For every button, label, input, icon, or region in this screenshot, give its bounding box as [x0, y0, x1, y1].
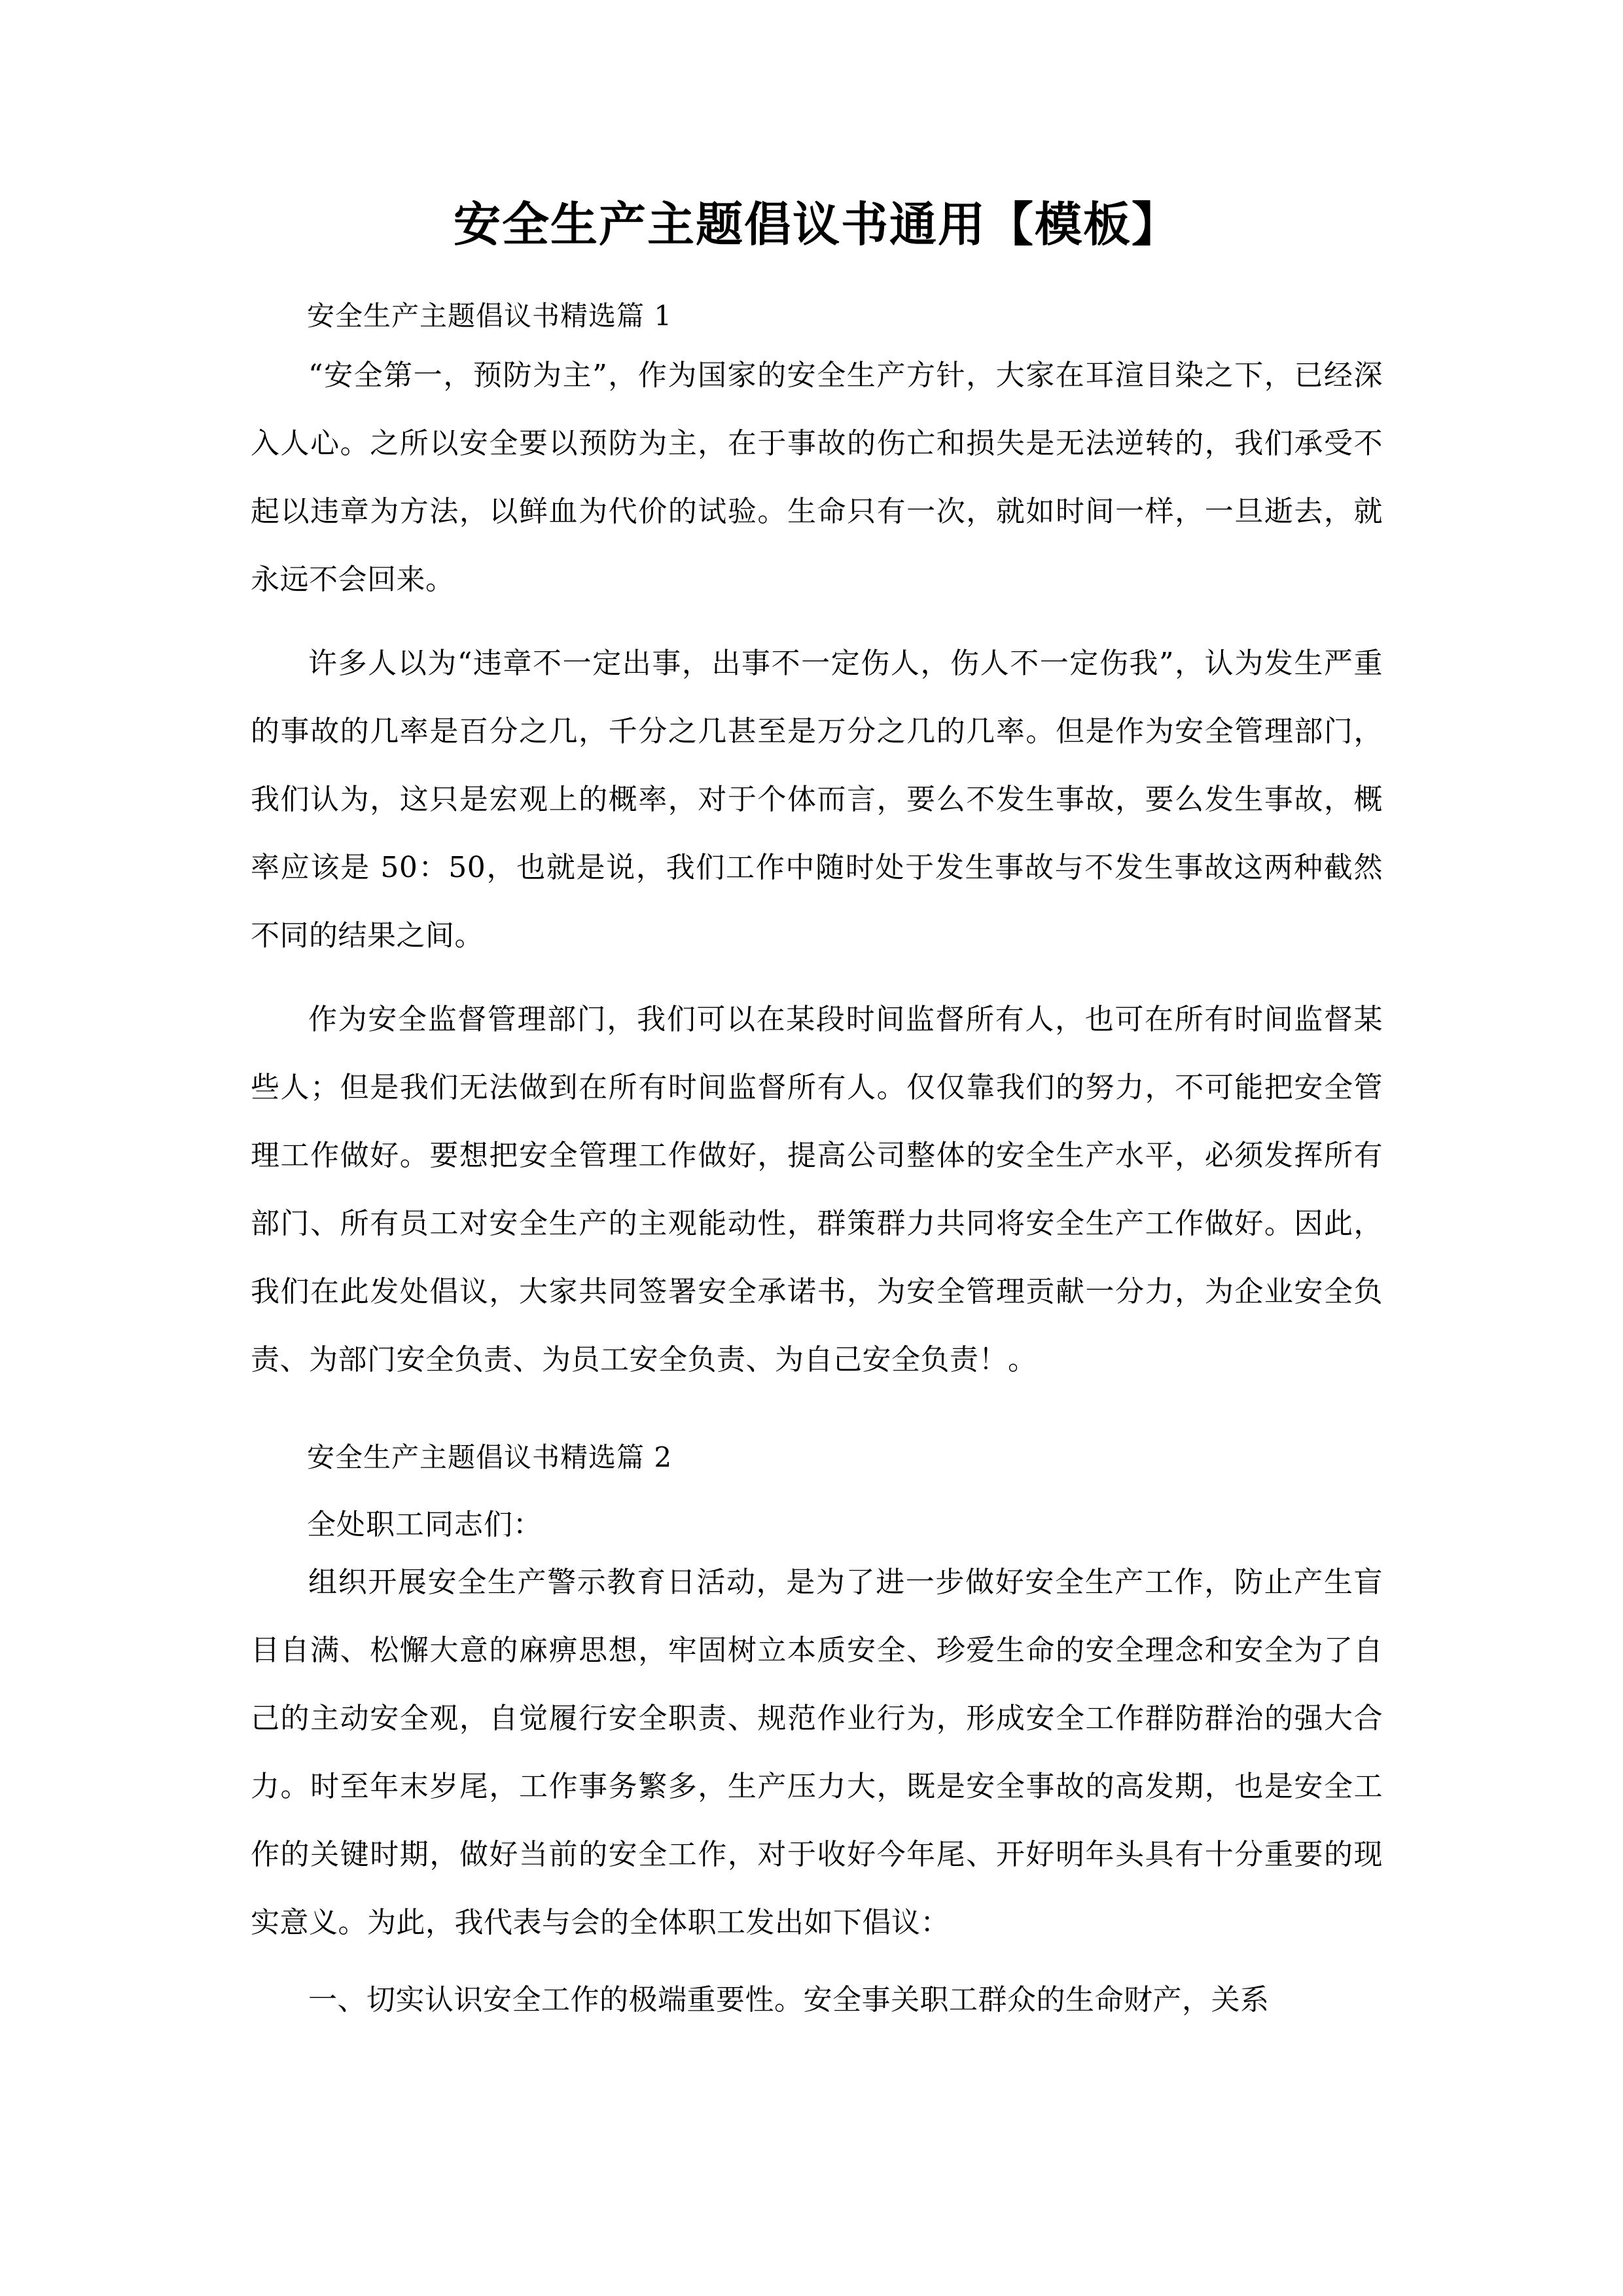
section-1-paragraph-3: 作为安全监督管理部门，我们可以在某段时间监督所有人，也可在所有时间监督某些人；但是我们无法做到在所有时间监督所有人。仅仅靠我们的努力，不可能把安全管理工作做好。要想把安全管理工作做好，提高公司整体的安全生产水平，必须发挥所有部门、所有员工对安全生产的主观能动性，群策群力共同将安全生产工作做好。因此，我们在此发处倡议，大家共同签署安全承诺书，为安全管理贡献一分力，为企业安全负责、为部门安全负责、为员工安全负责、为自己安全负责！。	[251, 1003, 1383, 1377]
section-heading-1: 安全生产主题倡议书精选篇 1	[307, 300, 673, 332]
section-heading-2: 安全生产主题倡议书精选篇 2	[307, 1441, 673, 1474]
document-body	[251, 0, 1383, 2034]
section-2-paragraph-1: 组织开展安全生产警示教育日活动，是为了进一步做好安全生产工作，防止产生盲目自满、松懈大意的麻痹思想，牢固树立本质安全、珍爱生命的安全理念和安全为了自己的主动安全观，自觉履行安全职责、规范作业行为，形成安全工作群防群治的强大合力。时至年末岁尾，工作事务繁多，生产压力大，既是安全事故的高发期，也是安全工作的关键时期，做好当前的安全工作，对于收好今年尾、开好明年头具有十分重要的现实意义。为此，我代表与会的全体职工发出如下倡议：	[251, 1566, 1383, 1940]
page-title: 安全生产主题倡议书通用【模板】	[453, 196, 1180, 252]
section-2-paragraph-2: 一、切实认识安全工作的极端重要性。安全事关职工群众的生命财产，关系	[308, 1983, 1270, 2017]
section-2-salutation: 全处职工同志们：	[307, 1508, 543, 1542]
section-1-paragraph-1: “安全第一，预防为主”，作为国家的安全生产方针，大家在耳渲目染之下，已经深入人心。之所以安全要以预防为主，在于事故的伤亡和损失是无法逆转的，我们承受不起以违章为方法，以鲜血为代价的试验。生命只有一次，就如时间一样，一旦逝去，就永远不会回来。	[251, 359, 1383, 597]
section-1-paragraph-2: 许多人以为“违章不一定出事，出事不一定伤人，伤人不一定伤我”，认为发生严重的事故的几率是百分之几，千分之几甚至是万分之几的几率。但是作为安全管理部门，我们认为，这只是宏观上的概率，对于个体而言，要么不发生事故，要么发生事故，概率应该是 50：50，也就是说，我们工作中随时处于发生事故与不发生事故这两种截然不同的结果之间。	[251, 647, 1383, 953]
